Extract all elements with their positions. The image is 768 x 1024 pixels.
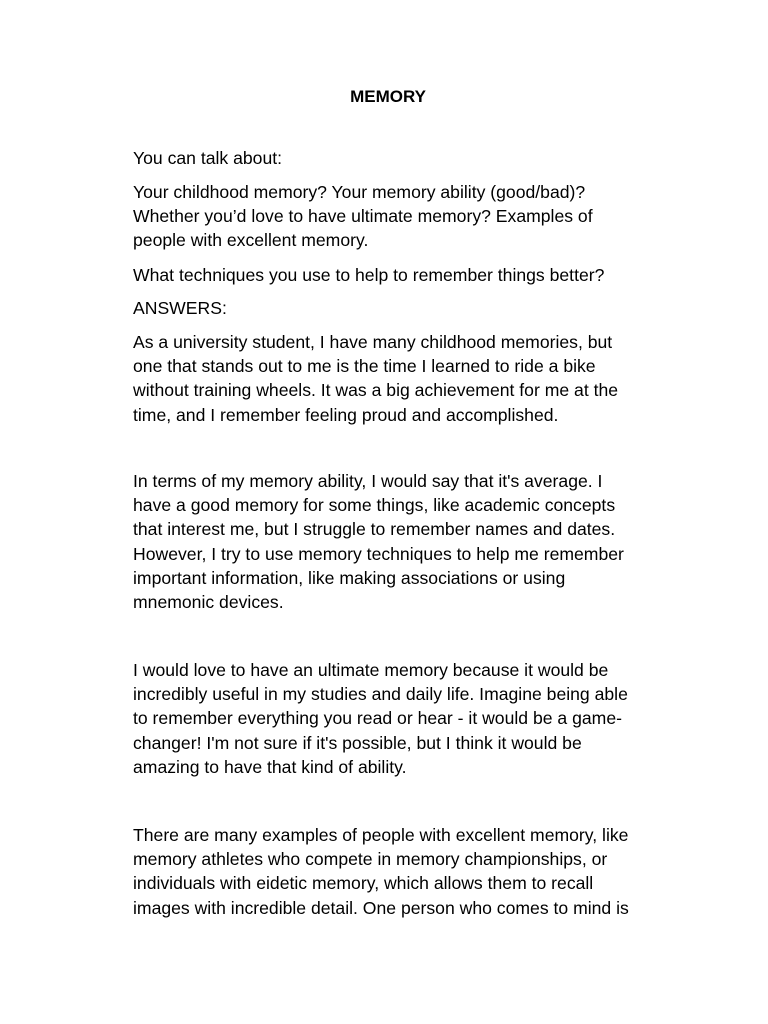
answer-paragraph-1 <box>133 330 693 427</box>
paragraph-line: In terms of my memory ability, I would say that it's average. I <box>133 471 603 491</box>
prompt-line: Whether you’d love to have ultimate memory? Examples of <box>133 206 593 227</box>
paragraph-line: mnemonic devices. <box>133 592 284 613</box>
paragraph-line: incredibly useful in my studies and daily life. Imagine being able <box>133 684 628 705</box>
answers-heading: ANSWERS: <box>133 298 227 318</box>
paragraph-line: As a university student, I have many childhood memories, but <box>133 332 613 352</box>
paragraph-line: images with incredible detail. One person who comes to mind is <box>133 897 629 918</box>
paragraph-line: to remember everything you read or hear - it would be a game- <box>133 708 622 729</box>
prompt-line: people with excellent memory. <box>133 230 369 251</box>
paragraph-line: memory athletes who compete in memory championships, or <box>133 849 608 870</box>
paragraph-line: that interest me, but I struggle to remember names and dates. <box>133 519 616 540</box>
paragraph-line: amazing to have that kind of ability. <box>133 756 407 777</box>
answer-paragraph-3 <box>133 658 693 779</box>
prompt-line: Your childhood memory? Your memory ability (good/bad)? <box>133 182 586 202</box>
prompt-techniques: What techniques you use to help to remember things better? <box>133 265 605 285</box>
paragraph-line: one that stands out to me is the time I learned to ride a bike <box>133 356 596 377</box>
paragraph-line: There are many examples of people with excellent memory, like <box>133 825 629 845</box>
paragraph-line: However, I try to use memory techniques to help me remember <box>133 543 624 564</box>
paragraph-line: changer! I'm not sure if it's possible, but I think it would be <box>133 732 582 753</box>
prompt-intro: You can talk about: <box>133 148 283 168</box>
paragraph-line: time, and I remember feeling proud and accomplished. <box>133 404 559 425</box>
prompt-questions <box>133 180 693 253</box>
paragraph-line: important information, like making associations or using <box>133 567 566 588</box>
paragraph-line: have a good memory for some things, like academic concepts <box>133 495 616 516</box>
paragraph-line: without training wheels. It was a big achievement for me at the <box>133 380 619 401</box>
paragraph-line: individuals with eidetic memory, which allows them to recall <box>133 873 594 894</box>
document-title: MEMORY <box>350 87 426 106</box>
paragraph-line: I would love to have an ultimate memory because it would be <box>133 660 609 680</box>
answer-paragraph-4 <box>133 823 693 920</box>
answer-paragraph-2 <box>133 469 693 614</box>
